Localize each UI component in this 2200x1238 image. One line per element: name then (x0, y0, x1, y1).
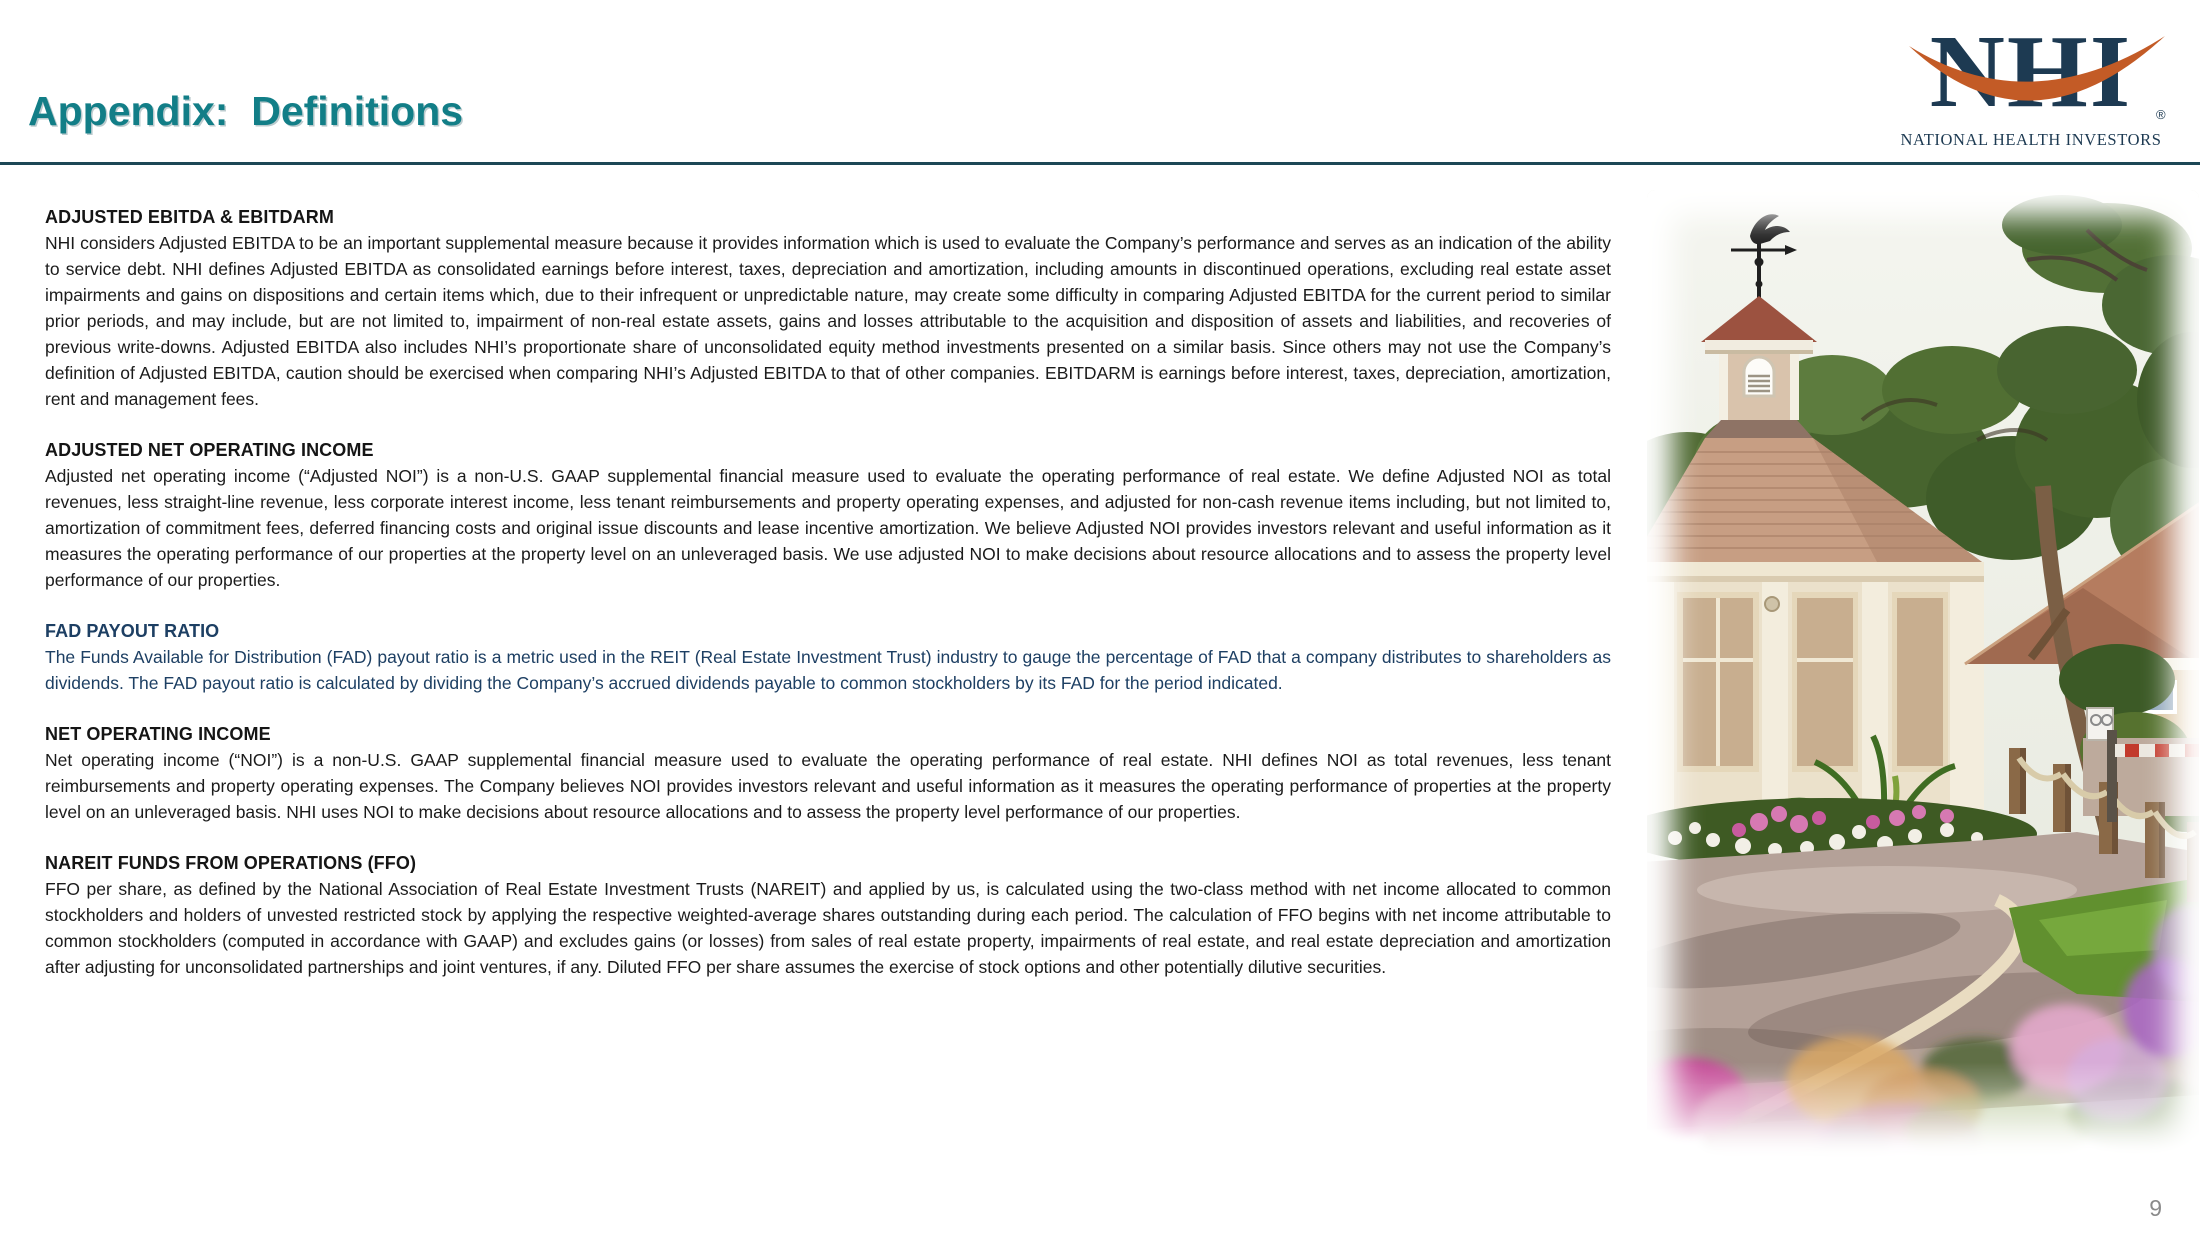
section-fad-payout-ratio (45, 618, 1611, 696)
section-heading: ADJUSTED EBITDA & EBITDARM (45, 207, 334, 227)
definitions-content (45, 204, 1611, 1005)
page-number: 9 (2149, 1195, 2162, 1221)
section-adjusted-ebitda (45, 204, 1611, 412)
logo-company-name: NATIONAL HEALTH INVESTORS (1900, 130, 2162, 149)
page-title: Appendix: Definitions (28, 88, 464, 134)
logo-registered-mark: ® (2156, 107, 2166, 122)
nhi-logo-graphic (1893, 6, 2169, 158)
nhi-logo (1893, 6, 2169, 158)
section-heading: NET OPERATING INCOME (45, 724, 271, 744)
section-body: Net operating income (“NOI”) is a non-U.S. GAAP supplemental financial measure used to evaluate the operating performance of real estate. NHI defines NOI as total revenues, less tenant reimbursements and property operating expenses. The Company believes NOI provides investors relevant and useful information as it measures the operating performance of properties at the property level on an unleveraged basis. NHI uses NOI to make decisions about resource allocations and to assess the property level performance of our properties. (45, 750, 1611, 822)
section-nareit-ffo (45, 850, 1611, 980)
photo-bottom-fade (1647, 1062, 2199, 1164)
section-noi (45, 721, 1611, 825)
header-rule (0, 162, 2200, 165)
section-body: FFO per share, as defined by the National Association of Real Estate Investment Trusts (NAREIT) and applied by us, is calculated using the two-class method with net income allocated to common stockholders and holders of unvested restricted stock by applying the respective weighted-average shares outstanding during each period. The calculation of FFO begins with net income attributable to common stockholders (computed in accordance with GAAP) and excludes gains (or losses) from sales of real estate property, impairments of real estate, and real estate depreciation and amortization after adjusting for unconsolidated partnerships and joint ventures, if any. Diluted FFO per share assumes the exercise of stock options and other potentially dilutive securities. (45, 879, 1611, 977)
section-heading: NAREIT FUNDS FROM OPERATIONS (FFO) (45, 853, 417, 873)
section-body: Adjusted net operating income (“Adjusted NOI”) is a non-U.S. GAAP supplemental financial measure used to evaluate the operating performance of real estate. We define Adjusted NOI as total revenues, less straight-line revenue, less corporate interest income, less tenant reimbursements and property operating expenses, and adjusted for non-cash revenue items including, but not limited to, amortization of commitment fees, deferred financing costs and original issue discounts and lease incentive amortization. We believe Adjusted NOI provides investors relevant and useful information as it measures the operating performance of our properties at the property level on an unleveraged basis. We use adjusted NOI to make decisions about resource allocations and to assess the property level performance of our properties. (45, 466, 1611, 590)
community-entrance-photo (1647, 190, 2199, 1164)
section-heading: FAD PAYOUT RATIO (45, 621, 220, 641)
section-adjusted-noi (45, 437, 1611, 593)
entrance-photo-graphic (1647, 190, 2199, 1164)
logo-acronym: NHI (1929, 14, 2133, 129)
section-body: The Funds Available for Distribution (FAD) payout ratio is a metric used in the REIT (Real Estate Investment Trust) industry to gauge the percentage of FAD that a company distributes to shareholders as dividends. The FAD payout ratio is calculated by dividing the Company’s accrued dividends payable to common stockholders by its FAD for the period indicated. (45, 647, 1611, 693)
section-heading: ADJUSTED NET OPERATING INCOME (45, 440, 374, 460)
branch-foliage (2059, 644, 2175, 716)
section-body: NHI considers Adjusted EBITDA to be an important supplemental measure because it provides information which is used to evaluate the Company’s performance and serves as an indication of the ability to service debt. NHI defines Adjusted EBITDA as consolidated earnings before interest, taxes, depreciation and amortization, including amounts in discontinued operations, excluding real estate asset impairments and gains on dispositions and certain items which, due to their infrequent or unpredictable nature, may create some difficulty in comparing Adjusted EBITDA for the current period to similar prior periods, and may include, but are not limited to, impairment of non-real estate assets, gains and losses attributable to the acquisition and disposition of assets and liabilities, and recoveries of previous write-downs. Adjusted EBITDA also includes NHI’s proportionate share of unconsolidated equity method investments presented on a similar basis. Since others may not use the Company’s definition of Adjusted EBITDA, caution should be exercised when comparing NHI’s Adjusted EBITDA to that of other companies. EBITDARM is earnings before interest, taxes, depreciation, amortization, rent and management fees. (45, 233, 1611, 409)
